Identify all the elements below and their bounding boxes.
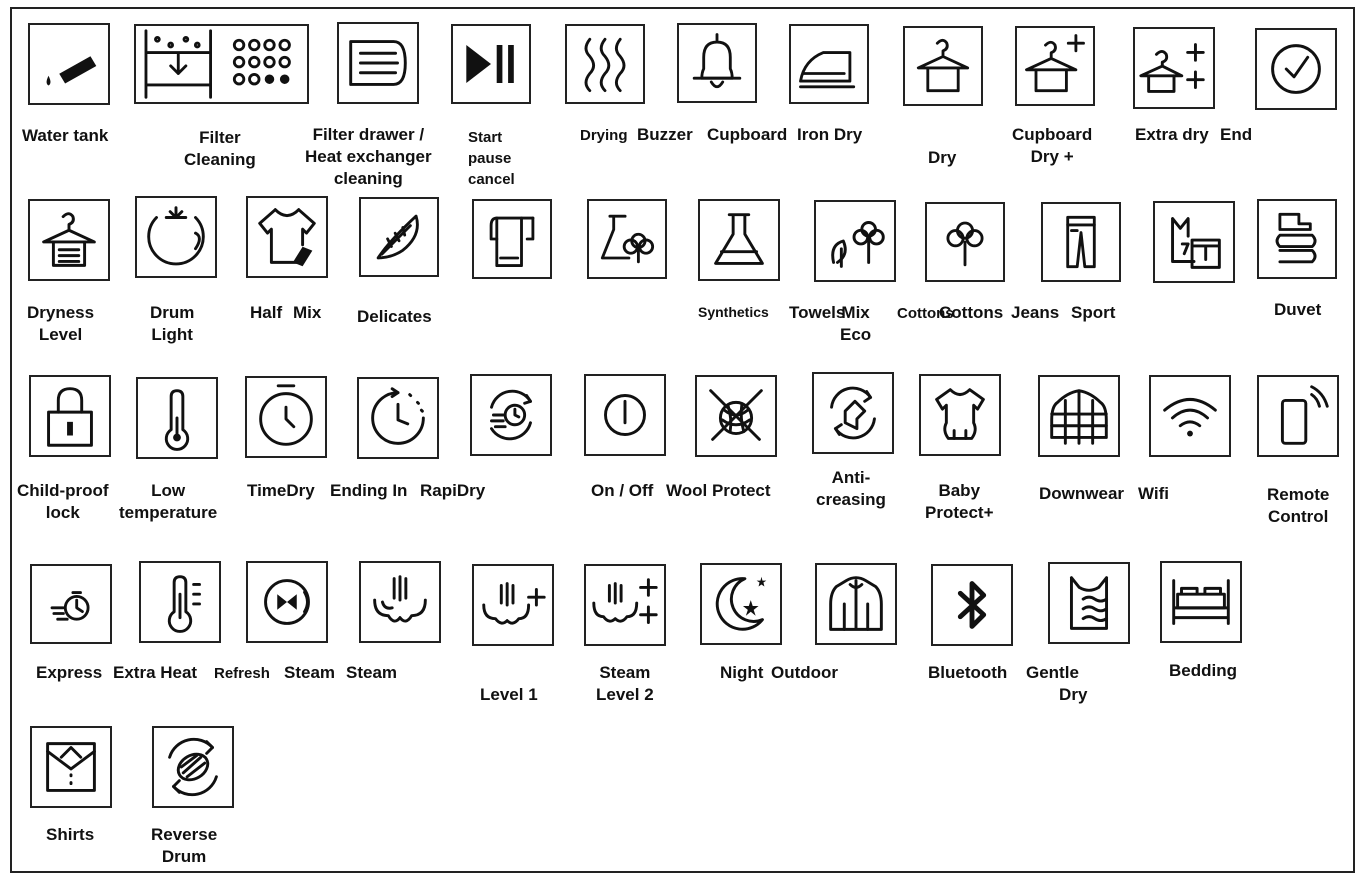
filter-cleaning-icon: [134, 24, 309, 104]
label-low-temp: Low temperature: [119, 481, 218, 522]
thermometer-icon: [136, 377, 218, 459]
label-end: End: [1220, 125, 1253, 144]
flask-icon: [698, 199, 780, 281]
buzzer-icon: [677, 23, 757, 103]
extra-heat-icon: [139, 561, 221, 643]
label-drying: Drying: [580, 127, 628, 144]
lock-icon: [29, 375, 111, 457]
label-synthetics: Synthetics: [698, 304, 769, 320]
label-rapidry: RapiDry: [420, 481, 486, 500]
drum-light-icon: [135, 196, 217, 278]
steam-icon: [359, 561, 441, 643]
label-refresh: Refresh: [214, 665, 270, 682]
iron-icon: [789, 24, 869, 104]
check-circle-icon: [1255, 28, 1337, 110]
refresh-icon: [246, 561, 328, 643]
label-steam-level-2: Steam Level 2: [596, 663, 654, 704]
power-icon: [584, 374, 666, 456]
jeans-icon: [1041, 202, 1121, 282]
rapidry-icon: [470, 374, 552, 456]
bluetooth-icon: [931, 564, 1013, 646]
label-sport: Sport: [1071, 303, 1116, 322]
label-cupboard-dry-plus: Cupboard Dry +: [1012, 125, 1093, 166]
reverse-drum-icon: [152, 726, 234, 808]
label-baby-protect: Baby Protect+: [925, 481, 994, 522]
label-cottons-a: Cottons: [897, 305, 954, 322]
hanger-double-plus-icon: [1133, 27, 1215, 109]
steam-plus-icon: [472, 564, 554, 646]
label-extra-heat: Extra Heat: [113, 663, 198, 682]
shirt-icon: [30, 726, 112, 808]
label-level-1: Level 1: [480, 685, 538, 704]
half-mix-icon: [246, 196, 328, 278]
label-cottons-b: Cottons: [939, 303, 1004, 322]
wool-icon: [695, 375, 777, 457]
label-reverse-drum: Reverse Drum: [151, 825, 218, 866]
label-cupboard: Cupboard: [707, 125, 788, 144]
label-duvet: Duvet: [1274, 300, 1322, 319]
towel-icon: [472, 199, 552, 279]
label-start-pause: Start pause cancel: [468, 129, 515, 188]
label-steam-a: Steam: [284, 663, 336, 682]
sport-icon: [1153, 201, 1235, 283]
label-outdoor: Outdoor: [771, 663, 839, 682]
label-ending-in: Ending In: [330, 481, 408, 500]
label-night: Night: [720, 663, 764, 682]
bedding-icon: [1160, 561, 1242, 643]
label-drum-light: Drum Light: [150, 303, 195, 344]
hanger-plus-icon: [1015, 26, 1095, 106]
hanger-icon: [903, 26, 983, 106]
filter-drawer-icon: [337, 22, 419, 104]
label-towels: Towels: [789, 303, 846, 322]
flask-cotton-icon: [587, 199, 667, 279]
label-steam-b: Steam: [346, 663, 398, 682]
label-wool-protect: Wool Protect: [666, 481, 771, 500]
steam-double-plus-icon: [584, 564, 666, 646]
label-downwear: Downwear: [1039, 484, 1125, 503]
drying-icon: [565, 24, 645, 104]
label-express: Express: [36, 663, 103, 682]
label-child-lock: Child-proof lock: [17, 481, 109, 522]
anti-creasing-icon: [812, 372, 894, 454]
label-gentle-dry: Gentle Dry: [1026, 663, 1088, 704]
label-mix: Mix: [293, 303, 322, 322]
label-on-off: On / Off: [591, 481, 654, 500]
outdoor-jacket-icon: [815, 563, 897, 645]
feather-icon: [359, 197, 439, 277]
label-half: Half: [250, 303, 283, 322]
start-pause-icon: [451, 24, 531, 104]
baby-icon: [919, 374, 1001, 456]
duvet-icon: [1257, 199, 1337, 279]
label-wifi: Wifi: [1138, 484, 1170, 503]
label-dry: Dry: [928, 148, 957, 167]
label-mix-eco: Mix Eco: [840, 303, 872, 344]
timer-icon: [245, 376, 327, 458]
label-timedry: TimeDry: [247, 481, 315, 500]
label-shirts: Shirts: [46, 825, 95, 844]
night-icon: [700, 563, 782, 645]
label-bedding: Bedding: [1169, 661, 1237, 680]
label-delicates: Delicates: [357, 307, 432, 326]
label-bluetooth: Bluetooth: [928, 663, 1008, 682]
wifi-icon: [1149, 375, 1231, 457]
label-remote-control: Remote Control: [1267, 485, 1330, 526]
label-extra-dry: Extra dry: [1135, 125, 1209, 144]
water-tank-icon: [28, 23, 110, 105]
remote-control-icon: [1257, 375, 1339, 457]
label-buzzer: Buzzer: [637, 125, 693, 144]
label-anti-creasing: Anti- creasing: [816, 468, 886, 509]
label-filter-drawer: Filter drawer / Heat exchanger cleaning: [305, 125, 432, 188]
cotton-icon: [925, 202, 1005, 282]
ending-in-icon: [357, 377, 439, 459]
express-icon: [30, 564, 112, 644]
label-water-tank: Water tank: [22, 126, 109, 145]
label-iron-dry: Iron Dry: [797, 125, 863, 144]
label-jeans: Jeans: [1011, 303, 1060, 322]
label-filter-cleaning: Filter Cleaning: [184, 128, 256, 169]
gentle-dry-icon: [1048, 562, 1130, 644]
downwear-icon: [1038, 375, 1120, 457]
mix-eco-icon: [814, 200, 896, 282]
label-dryness-level: Dryness Level: [27, 303, 95, 344]
dryness-level-icon: [28, 199, 110, 281]
